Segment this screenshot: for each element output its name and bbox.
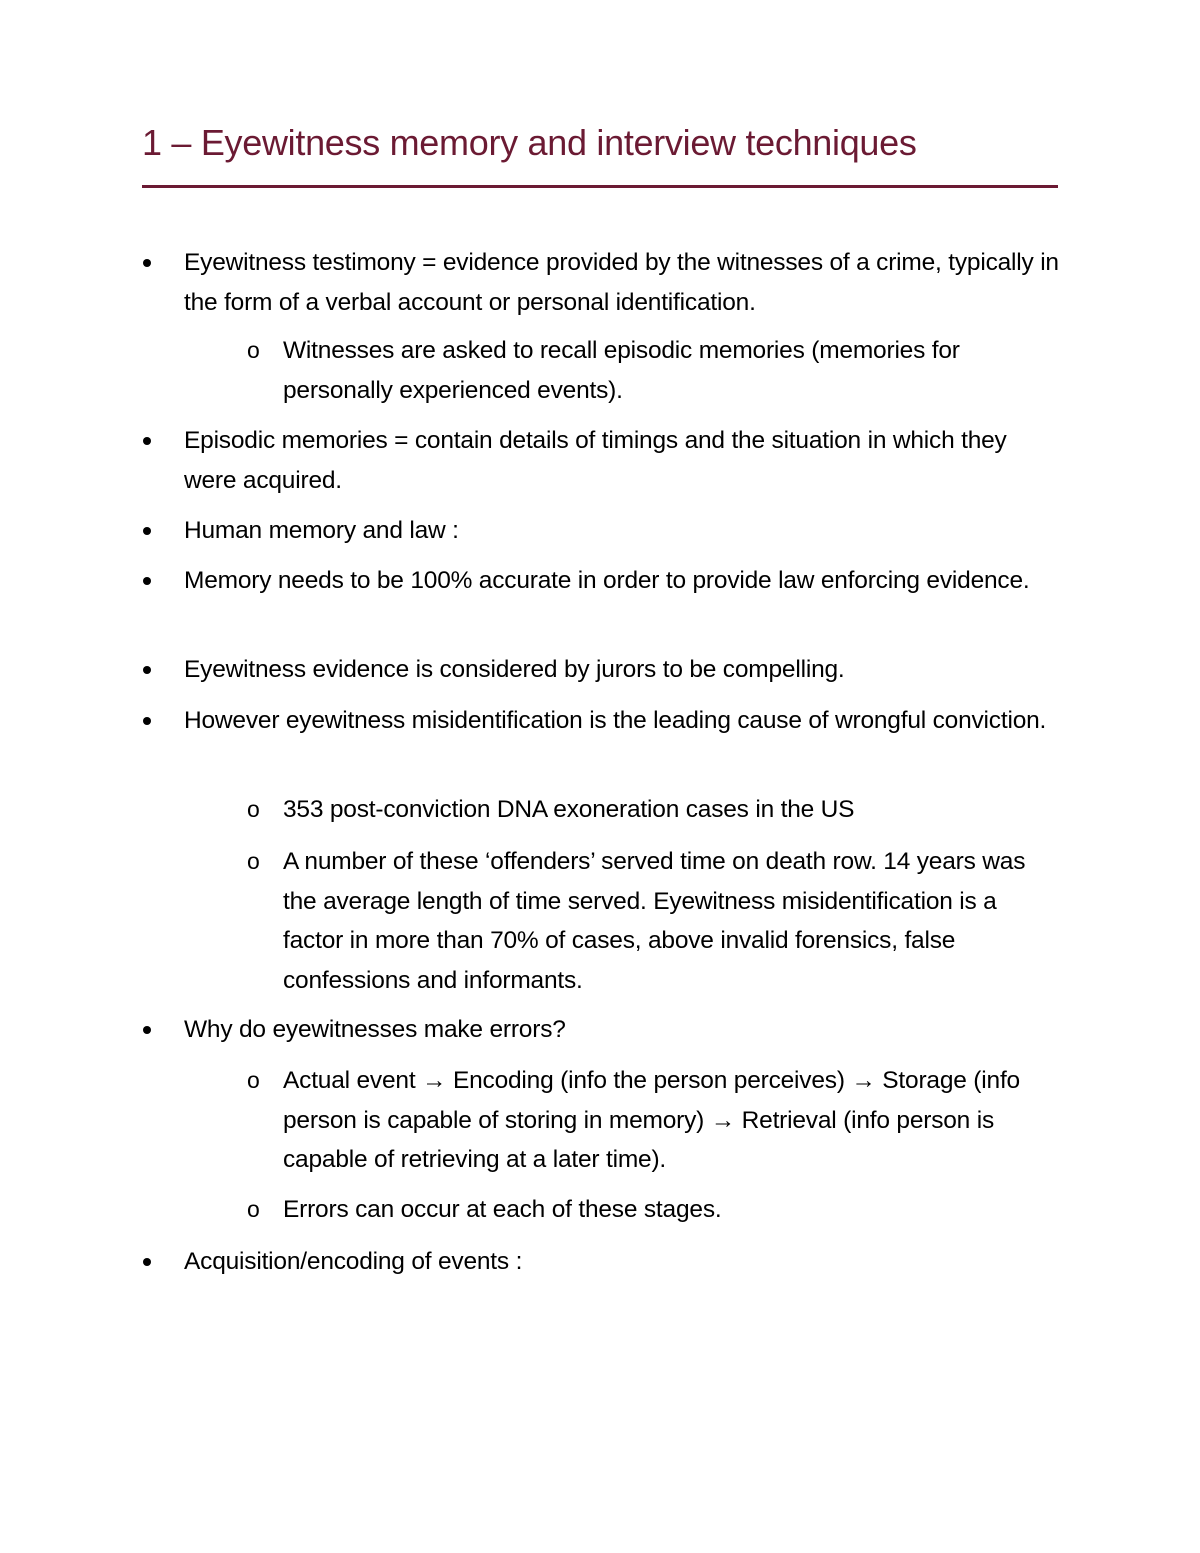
- list-item: [283, 842, 1058, 1000]
- list-item-text: Actual event → Encoding (info the person perceives) → Storage (info person is capable of storing in memory) → Retrieval (info person is capable of retrieving at a later time).: [283, 1067, 1020, 1173]
- list-item: [283, 1061, 1058, 1180]
- bullet-icon: [143, 259, 151, 267]
- list-item-text: A number of these ‘offenders’ served time on death row. 14 years was the average length of time served. Eyewitness misidentification is a factor in more than 70% of cases, above invalid forensics, false confessions and informants.: [283, 848, 1026, 994]
- list-item: [184, 243, 1064, 322]
- list-item: [283, 790, 1058, 830]
- list-item-text: Errors can occur at each of these stages.: [283, 1196, 722, 1223]
- list-item: [184, 701, 1064, 741]
- list-item: [184, 421, 1064, 500]
- list-item-text: Human memory and law :: [184, 517, 459, 544]
- list-item-text: Eyewitness testimony = evidence provided by the witnesses of a crime, typically in the form of a verbal account or personal identification.: [184, 249, 1059, 316]
- sub-bullet-icon: o: [247, 796, 260, 822]
- title-underline: [142, 185, 1058, 188]
- list-item-text: Eyewitness evidence is considered by jurors to be compelling.: [184, 656, 845, 683]
- list-item-text: Why do eyewitnesses make errors?: [184, 1016, 566, 1043]
- bullet-icon: [143, 527, 151, 535]
- bullet-icon: [143, 1026, 151, 1034]
- list-item: [283, 331, 1058, 410]
- bullet-icon: [143, 666, 151, 674]
- sub-bullet-icon: o: [247, 337, 260, 363]
- list-item: [184, 1010, 1064, 1050]
- list-item-text: However eyewitness misidentification is the leading cause of wrongful conviction.: [184, 707, 1047, 734]
- list-item: [283, 1190, 1058, 1230]
- sub-bullet-icon: o: [247, 848, 260, 874]
- list-item-text: Episodic memories = contain details of timings and the situation in which they were acquired.: [184, 427, 1007, 494]
- bullet-icon: [143, 717, 151, 725]
- list-item: [184, 561, 1064, 601]
- list-item-text: Memory needs to be 100% accurate in order to provide law enforcing evidence.: [184, 567, 1030, 594]
- bullet-icon: [143, 577, 151, 585]
- list-item: [184, 1242, 1064, 1282]
- document-title: 1 – Eyewitness memory and interview techniques: [142, 122, 917, 163]
- list-item-text: 353 post-conviction DNA exoneration cases in the US: [283, 796, 855, 823]
- sub-bullet-icon: o: [247, 1067, 260, 1093]
- list-item: [184, 511, 1064, 551]
- sub-bullet-icon: o: [247, 1196, 260, 1222]
- list-item-text: Witnesses are asked to recall episodic memories (memories for personally experienced events).: [283, 337, 960, 404]
- list-item-text: Acquisition/encoding of events :: [184, 1248, 523, 1275]
- list-item: [184, 650, 1064, 690]
- bullet-icon: [143, 437, 151, 445]
- bullet-icon: [143, 1258, 151, 1266]
